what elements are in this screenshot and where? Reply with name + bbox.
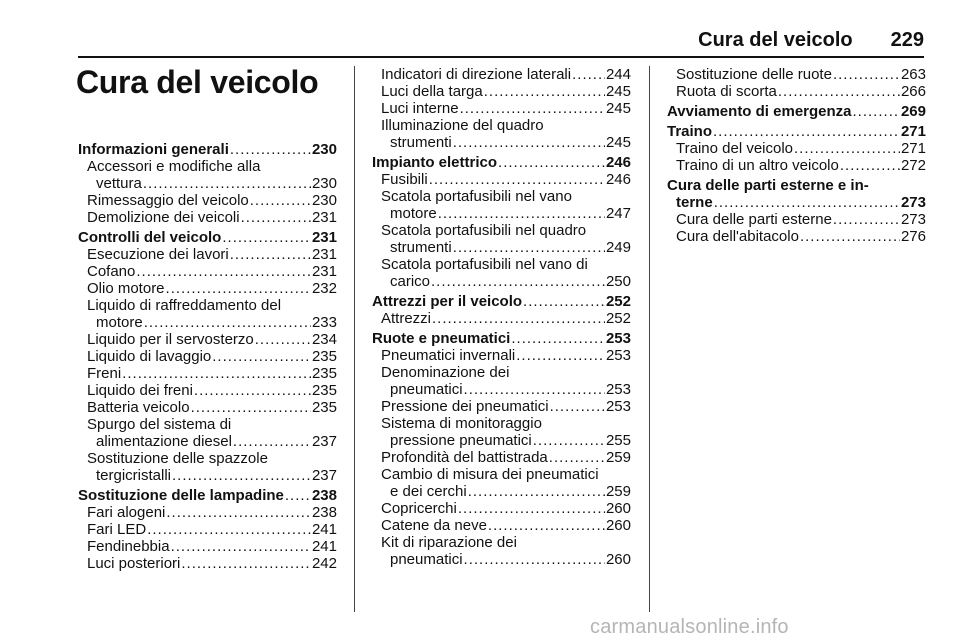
toc-entry[interactable] (667, 228, 926, 245)
toc-entry[interactable] (372, 449, 631, 466)
dot-leader (511, 330, 605, 347)
toc-entry[interactable] (78, 504, 337, 521)
toc-page-number: 231 (311, 263, 337, 280)
toc-page-number: 255 (605, 432, 631, 449)
toc-entry-title: Demolizione dei veicoli (87, 209, 240, 226)
toc-entry-title: Cambio di misura dei pneumatici (381, 466, 599, 483)
toc-page-number: 247 (605, 205, 631, 222)
dot-leader (432, 310, 605, 327)
dot-leader (516, 347, 605, 364)
dot-leader (136, 263, 311, 280)
toc-entry[interactable] (78, 209, 337, 226)
toc-page-number: 259 (605, 483, 631, 500)
toc-page-number: 260 (605, 551, 631, 568)
toc-entry-title-cont: tergicristalli (96, 467, 172, 484)
dot-leader (572, 66, 605, 83)
dot-leader (147, 521, 311, 538)
toc-entry-title: Fendinebbia (87, 538, 170, 555)
dot-leader (144, 314, 311, 331)
toc-page-number: 273 (900, 211, 926, 228)
toc-section-entry[interactable] (667, 103, 926, 120)
toc-entry-title: Traino del veicolo (676, 140, 794, 157)
toc-column-2 (372, 66, 631, 568)
dot-leader (794, 140, 900, 157)
toc-page-number: 235 (311, 382, 337, 399)
column-divider (649, 66, 650, 612)
toc-page-number: 249 (605, 239, 631, 256)
toc-entry[interactable] (78, 331, 337, 348)
toc-entry[interactable] (372, 347, 631, 364)
toc-section-entry[interactable] (372, 293, 631, 310)
toc-entry-title-cont: motore (390, 205, 437, 222)
toc-entry[interactable] (667, 66, 926, 83)
toc-page-number: 230 (311, 175, 337, 192)
dot-leader (533, 432, 605, 449)
dot-leader (464, 381, 605, 398)
toc-entry-title: Scatola portafusibili nel vano (381, 188, 572, 205)
dot-leader (255, 331, 311, 348)
toc-entry[interactable] (78, 521, 337, 538)
toc-entry[interactable] (667, 157, 926, 174)
toc-entry[interactable] (372, 364, 631, 398)
toc-page-number: 276 (900, 228, 926, 245)
dot-leader (713, 123, 900, 140)
dot-leader (438, 205, 605, 222)
dot-leader (833, 211, 900, 228)
toc-page-number: 271 (900, 140, 926, 157)
toc-entry-title: Attrezzi per il veicolo (372, 293, 523, 310)
toc-page-number: 252 (605, 293, 631, 310)
toc-entry-title-cont: e dei cerchi (390, 483, 467, 500)
toc-page-number: 235 (311, 365, 337, 382)
page-number: 229 (890, 28, 924, 51)
toc-page-number: 233 (311, 314, 337, 331)
toc-page-number: 241 (311, 538, 337, 555)
toc-entry[interactable] (667, 140, 926, 157)
toc-entry[interactable] (78, 416, 337, 450)
toc-entry[interactable] (78, 263, 337, 280)
toc-page-number: 235 (311, 348, 337, 365)
toc-entry[interactable] (372, 83, 631, 100)
dot-leader (241, 209, 311, 226)
toc-entry-title: Sostituzione delle ruote (676, 66, 832, 83)
toc-entry-title: Cura delle parti esterne (676, 211, 832, 228)
toc-page-number: 231 (311, 229, 337, 246)
toc-entry-title-cont: pneumatici (390, 381, 463, 398)
toc-entry-title: Kit di riparazione dei (381, 534, 517, 551)
toc-entry-title: Fusibili (381, 171, 428, 188)
toc-entry-title-cont: terne (676, 194, 713, 211)
toc-entry-title-cont: carico (390, 273, 431, 290)
toc-entry[interactable] (78, 297, 337, 331)
chapter-title: Cura del veicolo (76, 64, 319, 100)
toc-page-number: 253 (605, 347, 631, 364)
toc-entry[interactable] (372, 188, 631, 222)
toc-entry-title: Liquido per il servosterzo (87, 331, 254, 348)
dot-leader (143, 175, 311, 192)
toc-page-number: 230 (311, 141, 337, 158)
toc-page-number: 259 (605, 449, 631, 466)
toc-entry-title: Scatola portafusibili nel vano di (381, 256, 588, 273)
toc-page-number: 260 (605, 517, 631, 534)
dot-leader (285, 487, 311, 504)
column-divider (354, 66, 355, 612)
toc-page-number: 235 (311, 399, 337, 416)
toc-entry-title-cont: vettura (96, 175, 142, 192)
toc-page-number: 253 (605, 381, 631, 398)
toc-entry[interactable] (372, 117, 631, 151)
toc-entry[interactable] (372, 466, 631, 500)
toc-entry[interactable] (78, 348, 337, 365)
toc-entry-title-cont: strumenti (390, 239, 452, 256)
toc-entry[interactable] (372, 222, 631, 256)
dot-leader (484, 83, 605, 100)
dot-leader (166, 280, 311, 297)
toc-page-number: 245 (605, 134, 631, 151)
toc-entry[interactable] (78, 280, 337, 297)
toc-page-number: 246 (605, 171, 631, 188)
toc-entry-title: Fari alogeni (87, 504, 166, 521)
dot-leader (230, 246, 311, 263)
toc-entry-title: Profondità del battistrada (381, 449, 548, 466)
dot-leader (431, 273, 605, 290)
toc-entry[interactable] (78, 538, 337, 555)
dot-leader (250, 192, 311, 209)
toc-page-number: 231 (311, 246, 337, 263)
dot-leader (233, 433, 311, 450)
toc-section-entry[interactable] (78, 141, 337, 158)
running-header-title: Cura del veicolo (698, 28, 853, 51)
dot-leader (498, 154, 605, 171)
toc-entry-title: Luci interne (381, 100, 459, 117)
toc-entry[interactable] (78, 365, 337, 382)
toc-entry[interactable] (372, 415, 631, 449)
toc-page-number: 244 (605, 66, 631, 83)
toc-entry-title: Batteria veicolo (87, 399, 190, 416)
toc-entry[interactable] (78, 246, 337, 263)
header-rule (78, 56, 924, 58)
toc-page-number: 271 (900, 123, 926, 140)
toc-entry-title: Ruota di scorta (676, 83, 777, 100)
toc-entry[interactable] (372, 500, 631, 517)
toc-entry-title: Traino di un altro veicolo (676, 157, 839, 174)
running-header (78, 26, 924, 54)
dot-leader (166, 504, 311, 521)
toc-entry-title: Accessori e modifiche alla (87, 158, 261, 175)
dot-leader (191, 399, 311, 416)
dot-leader (550, 398, 605, 415)
dot-leader (464, 551, 605, 568)
dot-leader (853, 103, 900, 120)
toc-entry-title: Traino (667, 123, 713, 140)
dot-leader (212, 348, 311, 365)
toc-entry-title: Illuminazione del quadro (381, 117, 544, 134)
toc-entry-title: Olio motore (87, 280, 165, 297)
dot-leader (458, 500, 605, 517)
dot-leader (549, 449, 605, 466)
dot-leader (172, 467, 311, 484)
toc-entry-title-cont: strumenti (390, 134, 452, 151)
toc-entry[interactable] (667, 211, 926, 228)
toc-page-number: 245 (605, 83, 631, 100)
toc-entry-title: Spurgo del sistema di (87, 416, 232, 433)
toc-entry-title: Attrezzi (381, 310, 432, 327)
toc-entry[interactable] (372, 398, 631, 415)
toc-section-entry[interactable] (78, 229, 337, 246)
toc-entry-title: Informazioni generali (78, 141, 229, 158)
toc-entry-title: Cura delle parti esterne e in- (667, 177, 869, 194)
toc-entry-title: Esecuzione dei lavori (87, 246, 229, 263)
toc-entry[interactable] (372, 100, 631, 117)
toc-entry-title: Cofano (87, 263, 136, 280)
dot-leader (222, 229, 311, 246)
dot-leader (171, 538, 311, 555)
toc-page-number: 231 (311, 209, 337, 226)
toc-entry[interactable] (78, 382, 337, 399)
toc-entry[interactable] (372, 256, 631, 290)
toc-page-number: 238 (311, 504, 337, 521)
toc-page-number: 272 (900, 157, 926, 174)
toc-page-number: 252 (605, 310, 631, 327)
dot-leader (523, 293, 605, 310)
toc-section-entry[interactable] (667, 123, 926, 140)
toc-entry-title: Fari LED (87, 521, 147, 538)
toc-entry-title: Pneumatici invernali (381, 347, 516, 364)
toc-entry-title: Scatola portafusibili nel quadro (381, 222, 587, 239)
toc-entry-title: Sostituzione delle spazzole (87, 450, 268, 467)
dot-leader (453, 134, 605, 151)
dot-leader (122, 365, 311, 382)
toc-page-number: 253 (605, 398, 631, 415)
dot-leader (714, 194, 900, 211)
toc-entry-title: Ruote e pneumatici (372, 330, 511, 347)
toc-entry[interactable] (372, 171, 631, 188)
toc-column-1 (78, 141, 337, 572)
toc-entry[interactable] (372, 517, 631, 534)
dot-leader (194, 382, 311, 399)
toc-entry-title: Sistema di monitoraggio (381, 415, 542, 432)
toc-entry-title-cont: alimentazione diesel (96, 433, 232, 450)
toc-entry-title: Luci posteriori (87, 555, 181, 572)
toc-page-number: 260 (605, 500, 631, 517)
toc-entry[interactable] (667, 83, 926, 100)
toc-entry[interactable] (78, 450, 337, 484)
dot-leader (778, 83, 900, 100)
dot-leader (453, 239, 605, 256)
toc-section-entry[interactable] (667, 177, 926, 211)
toc-page-number: 245 (605, 100, 631, 117)
dot-leader (833, 66, 900, 83)
dot-leader (460, 100, 605, 117)
toc-page-number: 263 (900, 66, 926, 83)
watermark: carmanualsonline.info (590, 616, 789, 638)
toc-entry[interactable] (78, 192, 337, 209)
toc-page-number: 269 (900, 103, 926, 120)
dot-leader (230, 141, 311, 158)
toc-page-number: 253 (605, 330, 631, 347)
toc-entry[interactable] (78, 158, 337, 192)
toc-page-number: 237 (311, 467, 337, 484)
toc-entry-title: Impianto elettrico (372, 154, 498, 171)
dot-leader (488, 517, 605, 534)
toc-entry-title: Liquido di raffreddamento del (87, 297, 282, 314)
toc-section-entry[interactable] (372, 154, 631, 171)
toc-entry-title: Sostituzione delle lampadine (78, 487, 284, 504)
toc-column-3 (667, 66, 926, 245)
toc-entry-title: Controlli del veicolo (78, 229, 222, 246)
toc-page-number: 242 (311, 555, 337, 572)
toc-page-number: 241 (311, 521, 337, 538)
toc-entry-title: Denominazione dei (381, 364, 510, 381)
toc-entry-title: Liquido di lavaggio (87, 348, 212, 365)
toc-page-number: 238 (311, 487, 337, 504)
toc-entry-title: Rimessaggio del veicolo (87, 192, 249, 209)
dot-leader (468, 483, 605, 500)
dot-leader (429, 171, 605, 188)
toc-page-number: 234 (311, 331, 337, 348)
toc-page-number: 230 (311, 192, 337, 209)
toc-page-number: 237 (311, 433, 337, 450)
toc-section-entry[interactable] (78, 487, 337, 504)
dot-leader (800, 228, 900, 245)
toc-entry-title: Luci della targa (381, 83, 483, 100)
toc-entry-title: Copricerchi (381, 500, 457, 517)
toc-page-number: 250 (605, 273, 631, 290)
toc-entry-title-cont: pneumatici (390, 551, 463, 568)
toc-entry-title: Pressione dei pneumatici (381, 398, 549, 415)
toc-entry[interactable] (78, 399, 337, 416)
toc-entry-title: Freni (87, 365, 122, 382)
toc-entry[interactable] (78, 555, 337, 572)
toc-entry[interactable] (372, 66, 631, 83)
toc-entry-title: Indicatori di direzione laterali (381, 66, 572, 83)
toc-page-number: 232 (311, 280, 337, 297)
toc-entry-title-cont: pressione pneumatici (390, 432, 532, 449)
toc-page-number: 266 (900, 83, 926, 100)
toc-section-entry[interactable] (372, 330, 631, 347)
toc-entry[interactable] (372, 534, 631, 568)
toc-entry[interactable] (372, 310, 631, 327)
toc-entry-title-cont: motore (96, 314, 143, 331)
toc-entry-title: Cura dell'abitacolo (676, 228, 799, 245)
dot-leader (181, 555, 311, 572)
toc-entry-title: Avviamento di emergenza (667, 103, 852, 120)
toc-page-number: 246 (605, 154, 631, 171)
dot-leader (840, 157, 900, 174)
toc-entry-title: Liquido dei freni (87, 382, 193, 399)
toc-page-number: 273 (900, 194, 926, 211)
toc-entry-title: Catene da neve (381, 517, 487, 534)
